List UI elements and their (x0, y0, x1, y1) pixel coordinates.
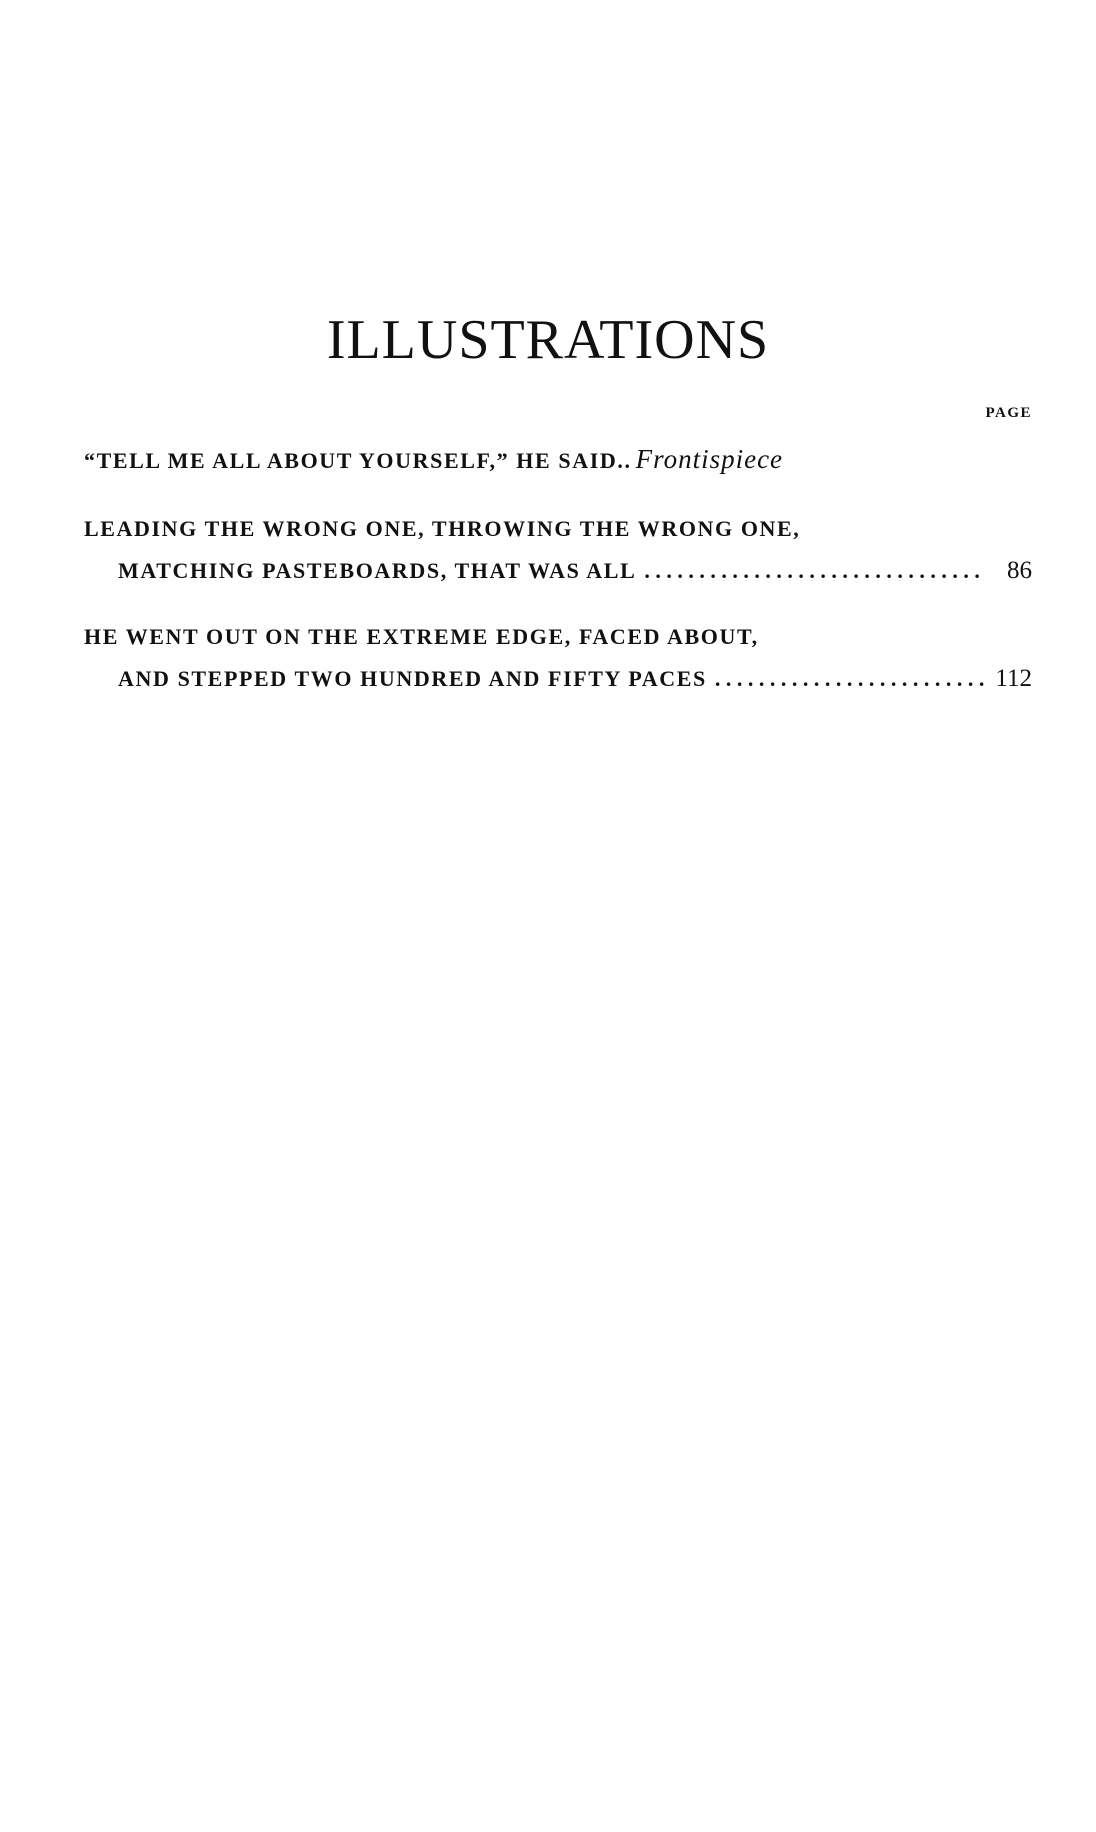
entry-line (84, 508, 1032, 550)
illustration-caption: HE WENT OUT ON THE EXTREME EDGE, FACED ABOUT, (84, 624, 759, 649)
page-column-label: PAGE (985, 405, 1032, 421)
illustration-caption-continued: AND STEPPED TWO HUNDRED AND FIFTY PACES (118, 666, 707, 691)
dot-leader (715, 658, 984, 700)
illustration-page-number: 112 (995, 665, 1032, 692)
entry-line (84, 658, 1032, 700)
page-title: ILLUSTRATIONS (326, 309, 770, 371)
illustration-caption-continued: MATCHING PASTEBOARDS, THAT WAS ALL (118, 558, 637, 583)
illustration-caption: “TELL ME ALL ABOUT YOURSELF,” HE SAID.. (84, 448, 632, 473)
entry-line (84, 616, 1032, 658)
entry-line (84, 550, 1032, 592)
illustration-caption: LEADING THE WRONG ONE, THROWING THE WRONG ONE, (84, 516, 801, 541)
illustration-page-reference: Frontispiece (635, 444, 784, 474)
entry-line (84, 438, 1032, 482)
illustration-entry-112 (84, 616, 1032, 700)
illustration-entry-86 (84, 508, 1032, 592)
illustration-entry-frontispiece (84, 438, 1032, 482)
dot-leader (644, 550, 984, 592)
illustration-page-number: 86 (1007, 557, 1032, 584)
